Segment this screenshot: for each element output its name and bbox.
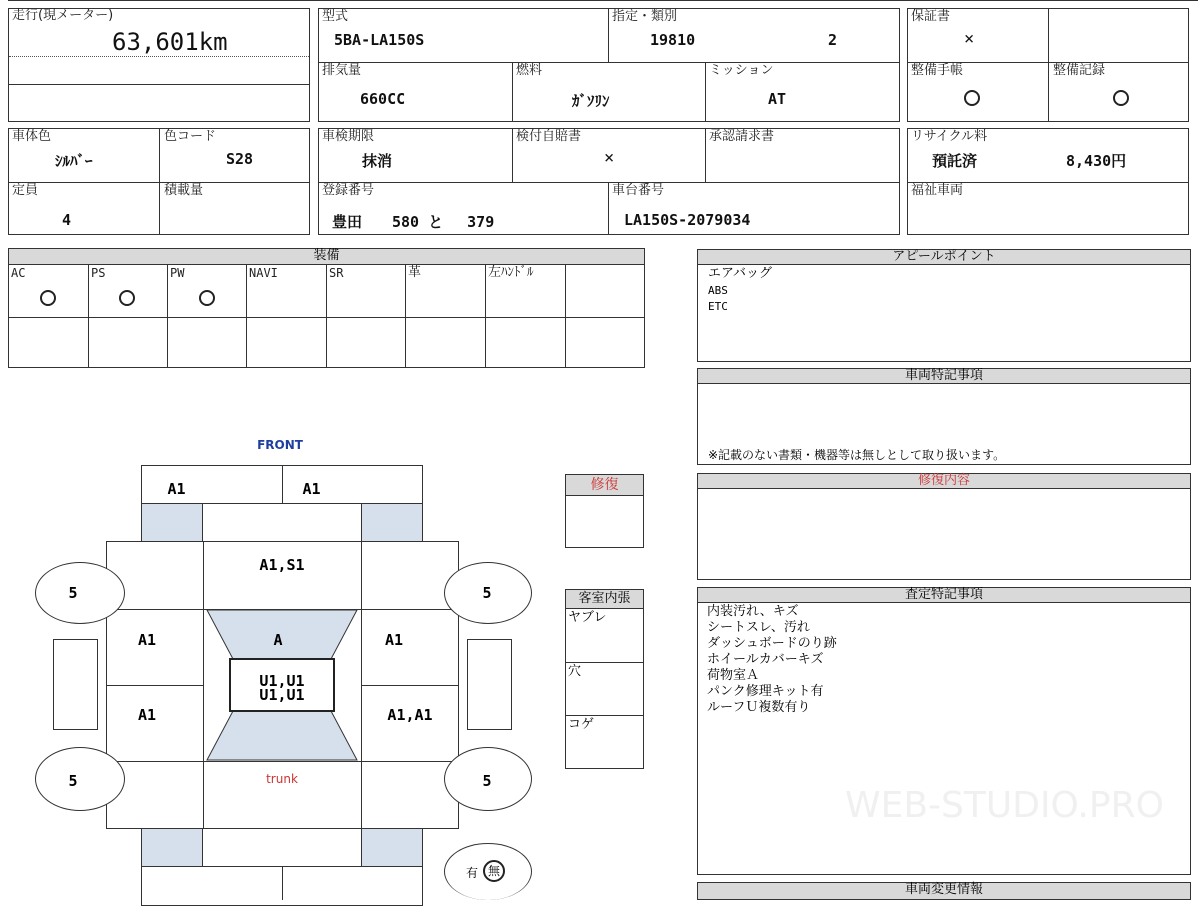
left-side-step: [53, 639, 98, 730]
insurance-value: ×: [604, 148, 615, 168]
bumper-left-value: A1: [167, 480, 186, 498]
equip-lhd-label: 左ﾊﾝﾄﾞﾙ: [488, 265, 534, 280]
roof-value-1: U1,U1: [259, 672, 305, 690]
inspection-value: 抹消: [362, 152, 393, 170]
watermark: WEB-STUDIO.PRO: [845, 785, 1164, 826]
equip-ac-circle-icon: [40, 290, 56, 306]
maintenance-record-circle-icon: [1113, 90, 1129, 106]
appeal-line-2: ABS: [708, 284, 728, 297]
displacement-value: 660CC: [360, 90, 406, 108]
spare-no-circled: 無: [483, 860, 505, 882]
assessment-line-3: ダッシュボードのり跡: [707, 636, 837, 651]
capacity-label: 定員: [12, 183, 39, 198]
registration-label: 登録番号: [322, 183, 375, 198]
roof-value-2: U1,U1: [259, 686, 305, 704]
vehicle-notes-title: 車両特記事項: [697, 368, 1191, 384]
front-left-fender: [141, 503, 203, 542]
load-capacity-label: 積載量: [164, 183, 204, 198]
model-label: 型式: [322, 9, 349, 24]
trunk-bottom: [202, 828, 362, 867]
equip-ps-label: PS: [91, 266, 106, 280]
mileage-label: 走行(現メーター): [12, 8, 114, 23]
assessment-line-2: シートスレ、汚れ: [707, 620, 810, 635]
insurance-label: 検付自賠書: [516, 129, 582, 144]
assessment-line-6: パンク修理キット有: [707, 684, 824, 699]
color-code-label: 色コード: [164, 129, 217, 144]
repair-content-panel: [697, 488, 1191, 580]
hood-value: A1,S1: [259, 556, 305, 574]
mileage-value: 63,601km: [112, 28, 228, 56]
rear-right-door-value: A1,A1: [387, 706, 433, 724]
hood-top: [202, 503, 362, 542]
appeal-title: アピールポイント: [697, 249, 1191, 265]
maintenance-book-circle-icon: [964, 90, 980, 106]
assessment-line-7: ルーフＵ複数有り: [707, 700, 811, 715]
front-left-door-value: A1: [137, 631, 157, 649]
body-color-value: ｼﾙﾊﾞｰ: [55, 152, 93, 170]
designation-value1: 19810: [650, 31, 696, 49]
body-color-label: 車体色: [12, 129, 52, 144]
maintenance-record-label: 整備記録: [1053, 63, 1106, 78]
chassis-number-value: LA150S-2079034: [624, 211, 751, 229]
interior-row-tear: ヤブレ: [568, 610, 607, 625]
tire-fr-value: 5: [482, 584, 492, 602]
approval-request-label: 承認請求書: [709, 129, 775, 144]
repair-box-title: 修復: [565, 474, 644, 496]
tire-fl-value: 5: [68, 584, 78, 602]
interior-title: 客室内張: [565, 589, 644, 609]
equipment-title: 装備: [8, 248, 645, 265]
capacity-value: 4: [62, 211, 72, 229]
assessment-line-4: ホイールカバーキズ: [707, 652, 824, 667]
model-value: 5BA-LA150S: [334, 31, 425, 49]
appeal-line-1: エアバッグ: [708, 266, 772, 281]
appeal-line-3: ETC: [708, 300, 728, 313]
registration-value: 豊田 580 と 379: [332, 213, 495, 231]
rear-left-door-value: A1: [137, 706, 157, 724]
maintenance-book-label: 整備手帳: [911, 63, 964, 78]
chassis-number-label: 車台番号: [612, 183, 665, 198]
equip-sr-label: SR: [329, 266, 344, 280]
assessment-title: 査定特記事項: [697, 587, 1191, 603]
assessment-line-5: 荷物室Ａ: [707, 668, 760, 683]
equip-pw-circle-icon: [199, 290, 215, 306]
repair-content-title: 修復内容: [697, 473, 1191, 489]
equip-pw-label: PW: [170, 266, 185, 280]
recycle-status: 預託済: [932, 152, 978, 170]
warranty-label: 保証書: [911, 9, 951, 24]
spare-yes: 有: [466, 866, 479, 880]
front-label: FRONT: [257, 438, 303, 452]
inspection-label: 車検期限: [322, 129, 375, 144]
designation-label: 指定・類別: [612, 9, 678, 24]
recycle-amount: 8,430円: [1066, 152, 1127, 170]
right-side-step: [467, 639, 512, 730]
assessment-line-1: 内装汚れ、キズ: [707, 604, 799, 619]
interior-row-hole: 穴: [568, 664, 582, 679]
displacement-label: 排気量: [322, 63, 362, 78]
tire-rr-value: 5: [482, 772, 492, 790]
interior-row-burn: コゲ: [568, 717, 595, 732]
warranty-value: ×: [964, 29, 975, 49]
interior-panel: [565, 608, 644, 769]
trunk-label: trunk: [266, 772, 298, 786]
front-right-fender: [361, 503, 423, 542]
equip-ps-circle-icon: [119, 290, 135, 306]
color-code-value: S28: [226, 150, 254, 168]
repair-box-panel: [565, 495, 644, 548]
equip-leather-label: 革: [408, 265, 422, 280]
equip-navi-label: NAVI: [249, 266, 278, 280]
windshield-value: A: [273, 631, 283, 649]
top-edge: [8, 0, 1198, 1]
vehicle-change-title: 車両変更情報: [697, 882, 1191, 900]
recycle-label: リサイクル料: [911, 129, 988, 144]
designation-value2: 2: [828, 31, 838, 49]
rear-right-fender: [361, 828, 423, 867]
welfare-label: 福祉車両: [911, 183, 964, 198]
transmission-label: ミッション: [709, 63, 774, 78]
equip-ac-label: AC: [11, 266, 26, 280]
tire-rl-value: 5: [68, 772, 78, 790]
transmission-value: AT: [768, 90, 787, 108]
vehicle-notes-text: ※記載のない書類・機器等は無しとして取り扱います。: [708, 448, 1006, 462]
front-right-door-value: A1: [384, 631, 404, 649]
fuel-label: 燃料: [516, 63, 543, 78]
mileage-box: [8, 8, 310, 122]
rear-left-fender: [141, 828, 203, 867]
fuel-value: ｶﾞｿﾘﾝ: [572, 92, 610, 110]
bumper-right-value: A1: [302, 480, 321, 498]
